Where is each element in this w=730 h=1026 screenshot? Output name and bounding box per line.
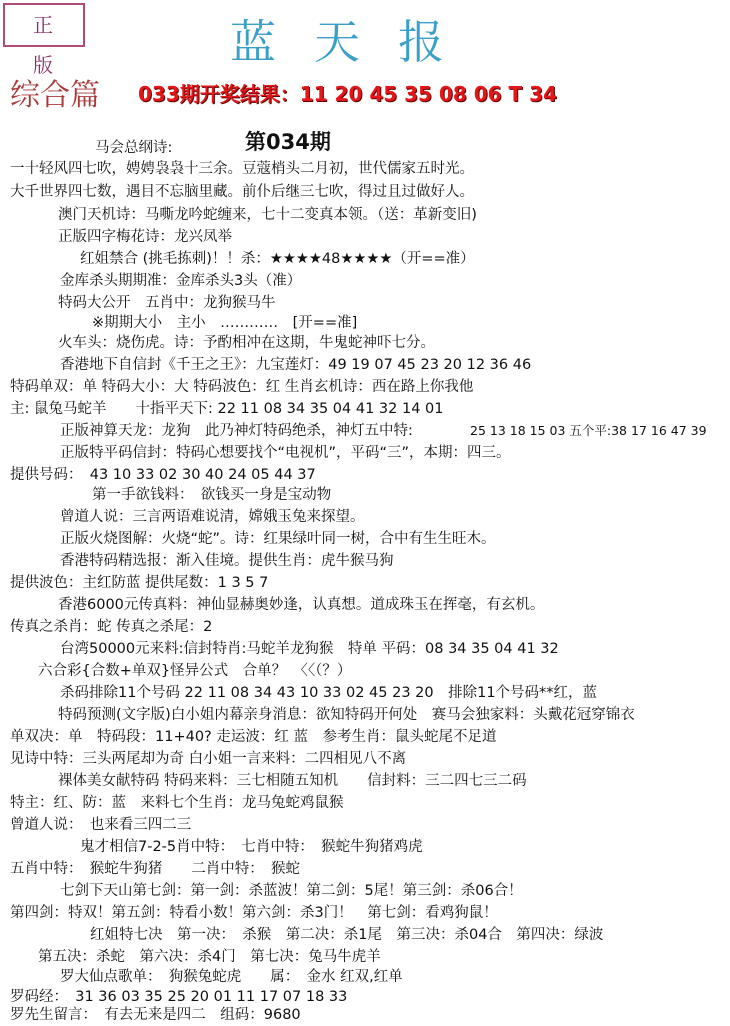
text-line: 澳门天机诗：马嘶龙吟蛇缠来，七十二变真本领。（送：革新变旧) [58,207,477,223]
text-line: 提供号码： 43 10 33 02 30 40 24 05 44 37 [10,467,316,483]
text-line: 单双决：单 特码段：11+40? 走运波：红 蓝 参考生肖：鼠头蛇尾不足道 [10,729,497,745]
text-line: 红姐特七决 第一决： 杀猴 第二决：杀1尾 第三决：杀04合 第四决：绿波 [90,927,604,943]
text-line: 第四剑：特双！第五剑：特看小数！第六剑：杀3门！ 第七剑：看鸡狗鼠！ [10,905,498,921]
text-line: 金库杀头期期准：金库杀头3头（准） [60,273,302,289]
text-line: 正版四字梅花诗：龙兴凤举 [58,229,232,245]
text-line: 正版火烧图解：火烧“蛇”。诗：红果绿叶同一树，合中有生生旺木。 [60,531,496,547]
text-line: 罗大仙点歌单： 狗猴兔蛇虎 属： 金水 红双,红单 [60,969,403,985]
text-line: 裸体美女献特码 特码来料：三七相随五知机 信封料：三二四七三二码 [58,773,527,789]
text-line: 特码大公开 五肖中：龙狗猴马牛 [58,295,276,311]
text-line: 第一手欲钱料： 欲钱买一身是宝动物 [92,487,332,503]
text-line: 见诗中特：三头两尾却为奇 白小姐一言来料：二四相见八不离 [10,751,407,767]
text-line: 香港特码精选报：渐入佳境。提供生肖：虎牛猴马狗 [60,553,394,569]
text-line: 第五决：杀蛇 第六决：杀4门 第七决：兔马牛虎羊 [38,949,381,965]
text-line: 曾道人说：三言两语难说清，嫦娥玉兔来探望。 [60,509,365,525]
draw-result-banner: 033期开奖结果：11 20 45 35 08 06 T 34 [138,82,557,106]
section-heading: 综合篇 [10,78,100,113]
text-line: 香港地下自信封《千王之王》：九宝莲灯：49 19 07 45 23 20 12 36 46 [60,357,532,373]
text-line: 特码单双：单 特码大小：大 特码波色：红 生肖玄机诗：西在路上你我他 [10,379,474,395]
text-line: 曾道人说： 也来看三四二三 [10,817,192,833]
text-line: 提供波色：主红防蓝 提供尾数：1 3 5 7 [10,575,269,591]
text-line: 传真之杀肖：蛇 传真之杀尾：2 [10,619,213,635]
text-line: 特码预测(文字版)白小姐内幕亲身消息：欲知特码开何处 赛马会独家料：头戴花冠穿锦衣 [58,707,635,723]
text-line: 鬼才相信7-2-5肖中特： 七肖中特： 猴蛇牛狗猪鸡虎 [80,839,423,855]
text-line: 25 13 18 15 03 五个平:38 17 16 47 39 [470,423,707,438]
text-line: 杀码排除11个号码 22 11 08 34 43 10 33 02 45 23 20 排除11个号码**红，蓝 [60,685,598,701]
text-line: 马会总纲诗: [95,140,173,156]
text-line: 香港6000元传真料：神仙显赫奥妙逢，认真想。道成珠玉在挥毫，有玄机。 [58,597,545,613]
text-line: 特主：红、防：蓝 来料七个生肖：龙马兔蛇鸡鼠猴 [10,795,344,811]
newspaper-title: 蓝天报 [230,15,482,69]
text-line: 五肖中特： 猴蛇牛狗猪 二肖中特： 猴蛇 [10,861,300,877]
issue-number: 第034期 [245,130,331,154]
text-line: 红姐禁合 (挑毛拣刺)！！杀：★★★★48★★★★（开==准） [80,251,475,267]
text-line: 六合彩{合数+单双}怪异公式 合单？ 〈〈（？） [38,663,352,679]
text-line: 一十轻风四七吹，娉娉袅袅十三余。豆蔻梢头二月初，世代儒家五时光。 [10,161,474,177]
text-line: 火车头：烧伤虎。诗：予酌相冲在这期，牛鬼蛇神吓七分。 [58,335,435,351]
text-line: 罗先生留言： 有去无来是四二 组码：9680 [10,1007,301,1023]
text-line: 罗码经： 31 36 03 35 25 20 01 11 17 07 18 33 [10,989,348,1005]
text-line: 主: 鼠兔马蛇羊 十指平天下: 22 11 08 34 35 04 41 32 14 01 [10,401,444,417]
text-line: 大千世界四七数，遇目不忘脑里藏。前仆后继三七吹，得过且过做好人。 [10,184,474,200]
authentic-badge: 正版 [3,3,85,47]
text-line: 正版神算天龙：龙狗 此乃神灯特码绝杀，神灯五中特: [60,423,413,439]
text-line: ※期期大小 主小 ………… [开==准] [92,315,358,331]
text-line: 台湾50000元来料:信封特肖:马蛇羊龙狗猴 特单 平码：08 34 35 04 41 32 [60,641,559,657]
text-line: 正版特平码信封：特码心想要找个“电视机”，平码“三”，本期：四三。 [60,445,511,461]
text-line: 七剑下天山第七剑：第一剑：杀蓝波！第二剑：5尾！第三剑：杀06合！ [60,883,523,899]
